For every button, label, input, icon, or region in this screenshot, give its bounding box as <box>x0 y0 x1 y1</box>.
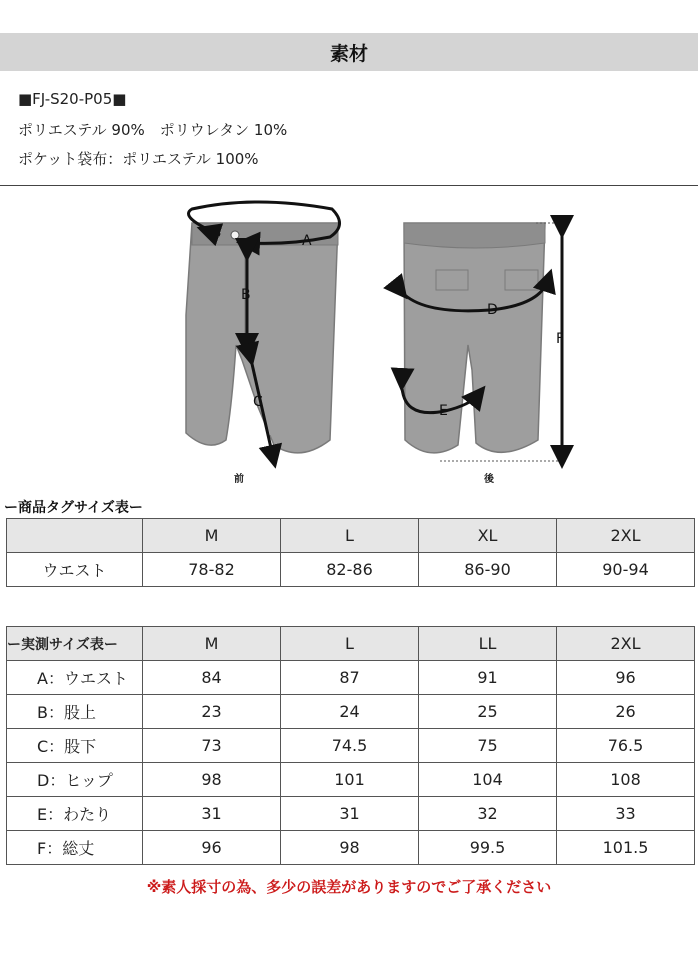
measurement-disclaimer: ※素人採寸の為、多少の誤差がありますのでご了承ください <box>146 878 552 896</box>
table-cell: 98 <box>281 831 419 865</box>
tag-size-xl: XL <box>419 519 557 553</box>
table-cell: 104 <box>419 763 557 797</box>
tag-size-m: M <box>143 519 281 553</box>
front-shorts <box>186 223 338 453</box>
table-cell: 101.5 <box>557 831 695 865</box>
shorts-illustration <box>0 195 698 495</box>
row-label-c: C：股下 <box>7 729 143 763</box>
table-row <box>7 831 695 865</box>
product-code: ■FJ-S20-P05■ <box>18 90 127 108</box>
table-cell: 90-94 <box>557 553 695 587</box>
table-cell: 96 <box>557 661 695 695</box>
back-shorts <box>404 223 545 453</box>
row-label-e: E：わたり <box>7 797 143 831</box>
table-cell: 26 <box>557 695 695 729</box>
table-cell: 82-86 <box>281 553 419 587</box>
table-cell: 108 <box>557 763 695 797</box>
table-cell: 98 <box>143 763 281 797</box>
fabric-composition: ポリエステル 90% ポリウレタン 10% <box>18 121 288 139</box>
table-row <box>7 763 695 797</box>
tag-size-table <box>6 518 695 587</box>
marker-b: B <box>241 287 251 303</box>
table-cell: 96 <box>143 831 281 865</box>
row-label-d: D：ヒップ <box>7 763 143 797</box>
section-divider <box>0 185 698 186</box>
table-cell: 91 <box>419 661 557 695</box>
material-header <box>0 33 698 71</box>
table-cell: 31 <box>143 797 281 831</box>
row-label-b: B：股上 <box>7 695 143 729</box>
table-cell: 31 <box>281 797 419 831</box>
row-label-f: F：総丈 <box>7 831 143 865</box>
pocket-composition: ポケット袋布：ポリエステル 100% <box>18 150 259 168</box>
table-cell: 73 <box>143 729 281 763</box>
measured-size-l: L <box>281 627 419 661</box>
tag-table-header-row <box>7 519 695 553</box>
table-cell: 32 <box>419 797 557 831</box>
table-cell: 78-82 <box>143 553 281 587</box>
marker-e: E <box>439 403 448 419</box>
marker-d: D <box>487 302 498 318</box>
row-label-waist: ウエスト <box>7 553 143 587</box>
table-cell: 86-90 <box>419 553 557 587</box>
table-cell: 99.5 <box>419 831 557 865</box>
measurement-diagram <box>0 195 698 495</box>
table-cell: 75 <box>419 729 557 763</box>
table-cell: 74.5 <box>281 729 419 763</box>
table-cell: 84 <box>143 661 281 695</box>
table-row <box>7 695 695 729</box>
table-row <box>7 729 695 763</box>
measured-size-ll: LL <box>419 627 557 661</box>
table-cell: 24 <box>281 695 419 729</box>
table-cell: 76.5 <box>557 729 695 763</box>
front-label: 前 <box>234 474 244 485</box>
marker-f: F <box>556 331 565 347</box>
table-row <box>7 553 695 587</box>
measured-size-table <box>6 626 695 865</box>
back-label: 後 <box>484 474 494 485</box>
table-cell: 101 <box>281 763 419 797</box>
measured-size-2xl: 2XL <box>557 627 695 661</box>
marker-c: C <box>253 394 263 410</box>
table-cell: 23 <box>143 695 281 729</box>
tag-size-2xl: 2XL <box>557 519 695 553</box>
tag-table-title: ー商品タグサイズ表ー <box>4 500 143 516</box>
table-cell: 87 <box>281 661 419 695</box>
table-row <box>7 661 695 695</box>
material-title: 素材 <box>329 42 368 65</box>
table-cell: 33 <box>557 797 695 831</box>
marker-a: A <box>302 233 312 249</box>
table-cell: 25 <box>419 695 557 729</box>
measured-table-title: ー実測サイズ表ー <box>7 627 143 661</box>
row-label-a: A：ウエスト <box>7 661 143 695</box>
tag-table-corner <box>7 519 143 553</box>
tag-size-l: L <box>281 519 419 553</box>
measured-table-header-row <box>7 627 695 661</box>
measured-size-m: M <box>143 627 281 661</box>
table-row <box>7 797 695 831</box>
